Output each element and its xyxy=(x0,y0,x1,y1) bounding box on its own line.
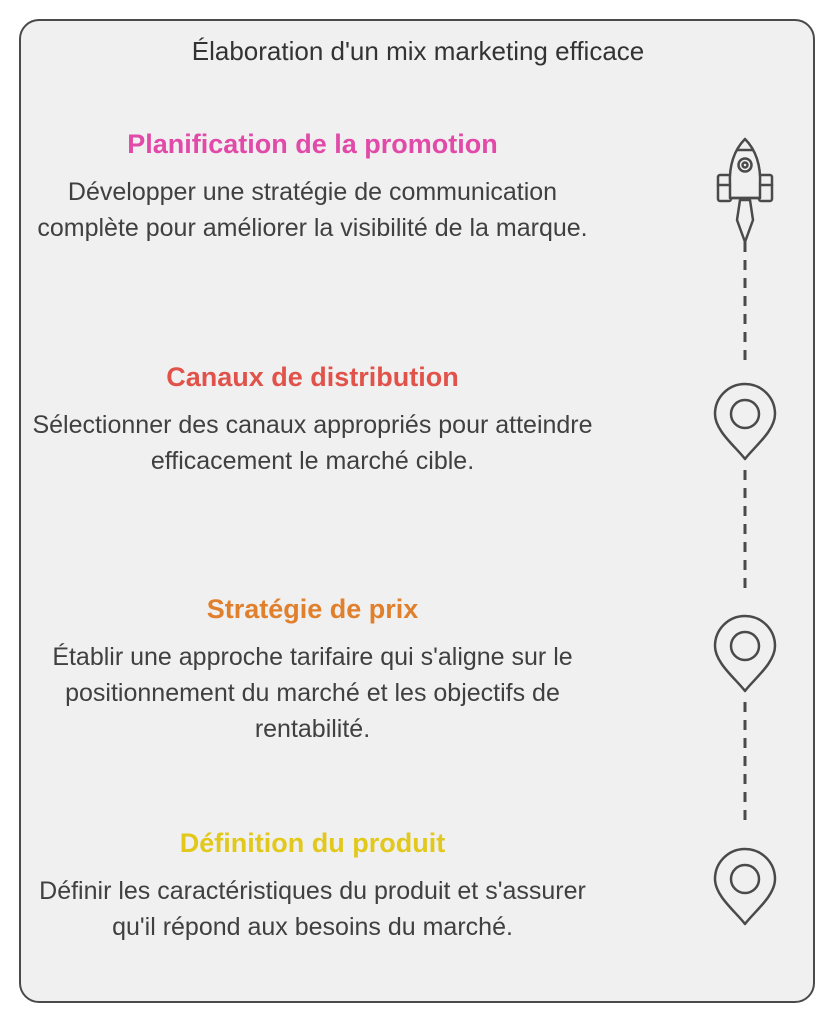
step-description: Établir une approche tarifaire qui s'aligne sur le positionnement du marché et les objectifs de rentabilité. xyxy=(52,643,573,743)
map-pin-icon xyxy=(715,616,775,691)
step-heading: Canaux de distribution xyxy=(166,362,459,392)
step-heading: Planification de la promotion xyxy=(127,129,498,159)
step-description: Développer une stratégie de communication complète pour améliorer la visibilité de la marque. xyxy=(37,178,588,242)
rocket-icon xyxy=(718,139,772,242)
step-heading: Stratégie de prix xyxy=(206,594,419,624)
step-description: Définir les caractéristiques du produit et s'assurer qu'il répond aux besoins du marché. xyxy=(39,877,586,941)
map-pin-icon xyxy=(715,849,775,924)
step-heading: Définition du produit xyxy=(179,828,446,858)
diagram-title: Élaboration d'un mix marketing efficace xyxy=(191,36,645,66)
step-description: Sélectionner des canaux appropriés pour atteindre efficacement le marché cible. xyxy=(32,411,593,475)
map-pin-icon xyxy=(715,384,775,459)
